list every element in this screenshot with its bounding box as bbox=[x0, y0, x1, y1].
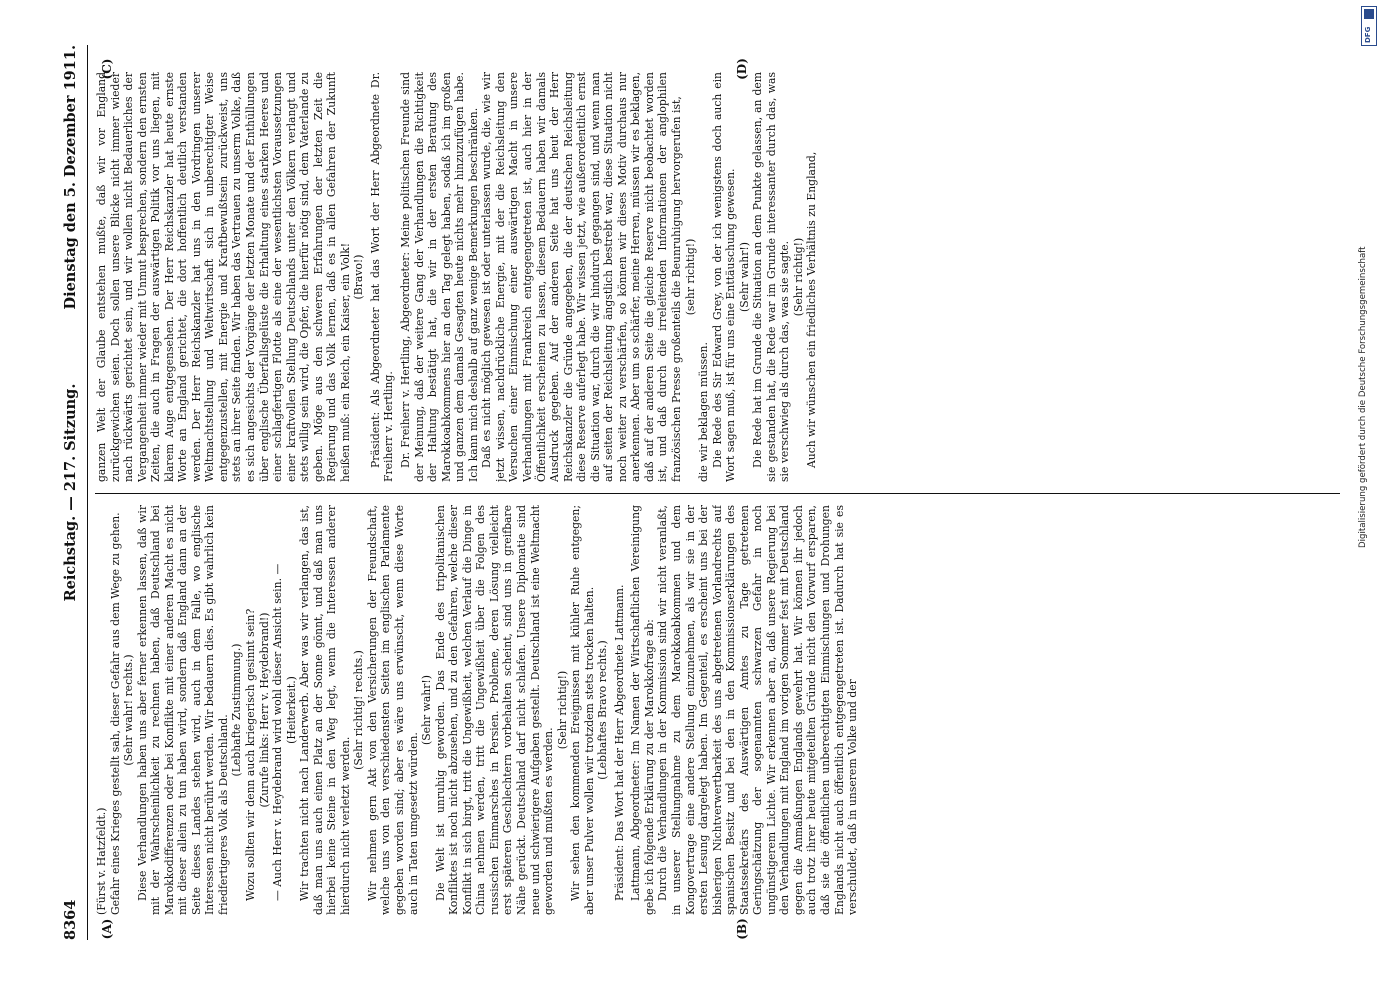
margin-mark-d: (D) bbox=[735, 58, 749, 80]
paragraph: die wir beklagen müssen. bbox=[697, 342, 711, 482]
header-rule bbox=[87, 45, 88, 940]
left-column bbox=[95, 505, 1287, 915]
speaker-paragraph: Dr. Freiherr v. Hertling, Abgeordneter: Meine politischen Freunde sind der Meinung, daß der weitere Gang der Verhandlungen die Richtigkeit der Haltung bestätigt hat, die wir in der ersten Beratung des Marokkoabkommens hier an den Tag gelegt haben, sodaß ich im großen und ganzen dem damals Gesagten heute nichts mehr hinzuzufügen habe. Ich kann mich deshalb auf ganz wenige Bemerkungen beschränken. bbox=[399, 72, 480, 482]
paragraph: Die Rede des Sir Edward Grey, von der ich wenigstens doch auch ein Wort sagen muß, ist für uns eine Enttäuschung gewesen. bbox=[710, 72, 738, 482]
margin-mark-b: (B) bbox=[735, 918, 749, 940]
interjection: (Sehr richtig!) bbox=[555, 670, 569, 750]
dfg-logo-label: DFG bbox=[1364, 26, 1372, 43]
paragraph: ganzen Welt der Glaube entstehen mußte, daß wir vor England zurückgewichen seien. Doch sollen unsere Blicke nicht immer wieder nach rückwärts gerichtet sein, und wir wollen nicht Bedauerliches der Vergangenheit immer wieder mit Unmut besprechen, sondern den ernsten Zeiten, die auch in Fragen der auswärtigen Politik vor uns liegen, mit klarem Auge entgegensehen. Der Herr Reichskanzler hat heute ernste Worte an England gerichtet, die dort hoffentlich deutlich verstanden werden. Der Herr Reichskanzler hat uns in den Vordringen unserer Weltmachtstellung und Weltwirtschaft sich in unberechtigter Weise entgegenzustellen, mit Energie und Kraftbewußtsein zurückweist, uns stets an ihrer Seite finden. Wir haben das Vertrauen zu unserm Volke, daß es sich angesichts der Vorgänge der letzten Monate und der Enthüllungen über englische Überfallsgelüste die Erhaltung eines starken Heeres und einer schlagfertigen Flotte als eine der wesentlichsten Voraussetzungen einer kraftvollen Stellung Deutschlands unter den Völkern verlangt und stets willig sein wird, die Opfer, die hierfür nötig sind, dem Vaterlande zu geben. Möge aus den schweren Erfahrungen der letzten Zeit die Regierung und das Volk lernen, daß es in allen Gefahren der Zukunft heißen muß: ein Reich, ein Kaiser, ein Volk! bbox=[95, 72, 352, 482]
page-header bbox=[62, 45, 82, 940]
paragraph: Die Welt ist unruhig geworden. Das Ende des tripolitanischen Konfliktes ist noch nicht abzusehen, und zu den Gefahren, welche dieser Konflikt in sich birgt, tritt die Ungewißheit, welchen Verlauf die Dinge in China nehmen werden, tritt die Ungewißheit über die Folgen des russischen Einmarsches in Persien. Probleme, deren Lösung vielleicht erst späteren Geschlechtern vorbehalten scheint, sind uns in greifbare Nähe gerückt. Deutschland darf nicht schlafen. Unsere Diplomatie sind neue und schwierigere Aufgaben gestellt. Deutschland ist eine Weltmacht geworden und mußten es werden. bbox=[433, 505, 556, 915]
margin-mark-a: (A) bbox=[100, 918, 114, 940]
right-column bbox=[95, 72, 1287, 482]
speaker-ref: (Fürst v. Hatzfeldt.) bbox=[95, 807, 108, 915]
dfg-logo bbox=[1361, 6, 1377, 46]
interjection: (Sehr wahr!) bbox=[737, 242, 751, 312]
interjection: (Zurufe links: Herr v. Heydebrand!) bbox=[257, 612, 271, 808]
interjection: (Sehr wahr! rechts.) bbox=[122, 654, 136, 766]
president-remark: Präsident: Das Wort hat der Herr Abgeordnete Lattmann. bbox=[612, 584, 626, 901]
paragraph: Daß es nicht möglich gewesen ist oder unterlassen wurde, die, wie wir jetzt wissen, nachdrückliche Energie, mit der die Reichsleitung den Versuchen einer Einmischung einer auswärtigen Macht in unsere Verhandlungen mit Frankreich entgegengetreten ist, auch hier in der Öffentlichkeit erscheinen zu lassen, diesem Bedauern haben wir damals Ausdruck gegeben. Auf der anderen Seite hat uns heut der Herr Reichskanzler die Gründe angegeben, die der deutschen Reichsleitung diese Reserve auferlegt habe. Wir wissen jetzt, wie außerordentlich ernst die Situation war, durch die wir hindurch gegangen sind, und wenn man auf seiten der Reichsleitung ängstlich bestrebt war, diese Situation nicht noch weiter zu verschärfen, so können wir dieses Motiv durchaus nur anerkennen. Aber um so schärfer, meine Herren, müssen wir es beklagen, daß auf der anderen Seite die gleiche Reserve nicht beobachtet worden ist, und daß durch die irreleitenden Informationen der anglophilen französischen Presse großenteils die Beunruhigung hervorgerufen ist, bbox=[480, 72, 683, 482]
interjection: (sehr richtig!) bbox=[683, 238, 697, 316]
page-number: 8364 bbox=[62, 899, 79, 940]
speaker-paragraph: Lattmann, Abgeordneter: Im Namen der Wirtschaftlichen Vereinigung gebe ich folgende Erklärung zu der Marokkofrage ab: bbox=[629, 505, 656, 915]
paragraph: Wir sehen den kommenden Ereignissen mit kühler Ruhe entgegen; aber unser Pulver wollen wir trotzdem stets trocken halten. bbox=[569, 505, 596, 915]
paragraph: Durch die Verhandlungen in der Kommission sind wir nicht veranlaßt, in unserer Stellungnahme zu dem Marokkoabkommen und dem Kongovertrage eine andere Stellung einzunehmen, als wir sie in der ersten Lesung dargelegt haben. Im Gegenteil, es erscheint uns bei der bisherigen Nichtverwertbarkeit des uns abgetretenen Vorlandrechts auf spanischen Besitz und bei den in den Kommissionserklärungen des Staatssekretärs des Auswärtigen Amtes zu Tage getretenen Geringschätzung der sogenannten schwarzen Gefahr in noch ungünstigerem Lichte. Wir erkennen aber an, daß unsere Regierung bei den Verhandlungen mit England im vorigen Sommer fest mit Deutschland gegen die Anmaßungen Englands gewehrt hat. Wir können ihr jedoch auch trotz ihrer heute mitgeteilten Gründe nicht den Vorwurf ersparen, daß sie die öffentlichen unberechtigten Einmischungen und Drohungen Englands nicht auch öffentlich entgegengetreten ist. Dadurch hat sie es verschuldet, daß in unserem Volke und der bbox=[656, 505, 860, 915]
session-date: Dienstag den 5. Dezember 1911. bbox=[62, 45, 79, 310]
paragraph: — Auch Herr v. Heydebrand wird wohl dieser Ansicht sein. — bbox=[271, 563, 285, 901]
paragraph: Die Rede hat im Grunde die Situation an dem Punkte gelassen, an dem sie gestanden hat, die Rede war im Grunde interessanter durch das, was sie verschwieg als durch das, was sie sagte. bbox=[751, 72, 792, 482]
interjection: (Sehr wahr!) bbox=[420, 675, 434, 745]
paragraph: Auch wir wünschen ein friedliches Verhältnis zu England, bbox=[805, 151, 819, 468]
paragraph: Gefahr eines Krieges gestellt sah, dieser Gefahr aus dem Wege zu gehen. bbox=[108, 512, 122, 915]
digitization-credit bbox=[1353, 0, 1383, 1000]
interjection: (Lebhaftes Bravo rechts.) bbox=[596, 640, 610, 780]
interjection: (Bravo!) bbox=[352, 254, 366, 300]
interjection: (Sehr richtig! rechts.) bbox=[352, 650, 366, 770]
credit-text: Digitalisierung gefördert durch die Deutsche Forschungsgemeinschaft bbox=[1358, 246, 1368, 548]
margin-mark-c: (C) bbox=[100, 58, 114, 80]
paragraph: Wir trachten nicht nach Landerwerb. Aber was wir verlangen, das ist, daß man uns auch einen Platz an der Sonne gönnt, und daß man uns hierbei keine Steine in den Weg legt, wenn die Interessen anderer hierdurch nicht verletzt werden. bbox=[298, 505, 352, 915]
interjection: (Lebhafte Zustimmung.) bbox=[230, 643, 244, 777]
interjection: (Sehr richtig!) bbox=[791, 237, 805, 317]
paragraph: Wozu sollten wir denn auch kriegerisch gesinnt sein? bbox=[244, 608, 258, 901]
interjection: (Heiterkeit.) bbox=[284, 676, 298, 744]
column-divider bbox=[95, 493, 1340, 494]
paragraph: Diese Verhandlungen haben uns aber ferner erkennen lassen, daß wir mit der Wahrscheinlichkeit zu rechnen haben, daß Deutschland bei Marokkodifferenzen oder bei Konflikte mit einer anderen Macht es nicht mit dieser allein zu tun haben wird, sondern daß England dann an der Seite dieses Landes stehen wird, auch in dem Falle, wo englische Interessen nicht berührt werden. Wir bedauern dies. Es gibt wahrlich kein friedfertigeres Volk als Deutschland. bbox=[135, 505, 230, 915]
president-remark: Präsident: Als Abgeordneter hat das Wort der Herr Abgeordnete Dr. Freiherr v. Hertling. bbox=[368, 72, 396, 482]
paragraph: Wir nehmen gern Akt von den Versicherungen der Freundschaft, welche uns von den verschiedensten Seiten im englischen Parlamente gegeben worden sind; aber es wäre uns erwünscht, wenn diese Worte auch in Taten umgesetzt würden. bbox=[365, 505, 420, 915]
session-title: Reichstag. — 217. Sitzung. bbox=[62, 383, 79, 602]
